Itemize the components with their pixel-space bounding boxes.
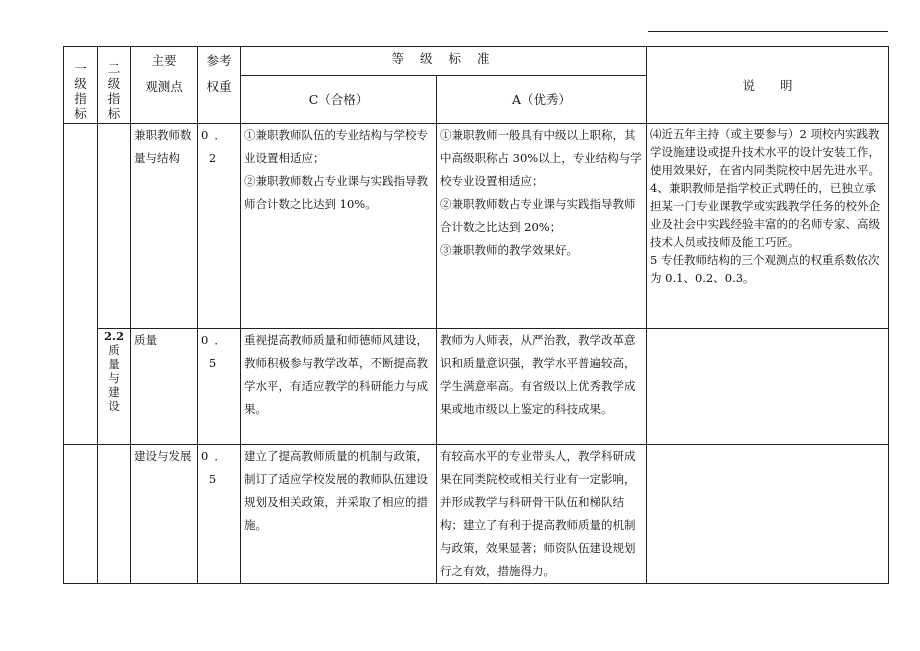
observation-point: 兼职教师数量与结构 [131, 124, 198, 329]
weight-value: 0．5 [198, 445, 241, 584]
grade-a-standard: 有较高水平的专业带头人，教学科研成果在同类院校或相关行业有一定影响，并形成教学与科研骨干队伍和梯队结构；建立了有利于提高教师质量的机制与政策，效果显著；师资队伍建设规划行之有效，措施得力。 [437, 445, 647, 584]
note-line: ⑷近五年主持（或主要参与）2 项校内实践教学设施建设或提升技术水平的设计安装工作，使用效果好，在省内同类院校中居先进水平。 [650, 127, 881, 177]
header-grade-c: C（合格） [241, 76, 437, 124]
level1-cell-empty [64, 445, 98, 584]
header-observation-points: 主要 观测点 [131, 47, 198, 124]
note-cell [647, 124, 889, 329]
grade-a-standard: ①兼职教师一般具有中级以上职称，其中高级职称占 30%以上，专业结构与学校专业设置相适应； ②兼职教师数占专业课与实践指导教师合计数之比达到 20%； ③兼职教师的教学效果好。 [437, 124, 647, 329]
note-cell-empty [647, 329, 889, 445]
grade-c-standard: 建立了提高教师质量的机制与政策，制订了适应学校发展的教师队伍建设规划及相关政策，并采取了相应的措施。 [241, 445, 437, 584]
level2-quality-construction: 2.2 质 量 与 建 设 [98, 329, 131, 445]
header-grade-a: A（优秀） [437, 76, 647, 124]
grade-c-standard: 重视提高教师质量和师德师风建设，教师积极参与教学改革，不断提高教学水平，有适应教学的科研能力与成果。 [241, 329, 437, 445]
note-line: 5 专任教师结构的三个观测点的权重系数依次为 0.1、0.2、0.3。 [650, 253, 880, 285]
header-note: 说 明 [647, 47, 889, 124]
evaluation-table [63, 46, 889, 584]
weight-value: 0．2 [198, 124, 241, 329]
level1-cell [64, 124, 98, 445]
note-line: 4、兼职教师是指学校正式聘任的，已独立承担某一门专业课教学或实践教学任务的校外企业及社会中实践经验丰富的的名师专家、高级技术人员或技师及能工巧匠。 [650, 181, 881, 249]
note-cell-empty [647, 445, 889, 584]
weight-value: 0．5 [198, 329, 241, 445]
observation-point: 建设与发展 [131, 445, 198, 584]
header-level2-indicator: 二 级 指 标 [98, 47, 131, 124]
grade-a-standard: 教师为人师表，从严治教，教学改革意识和质量意识强，教学水平普遍较高，学生满意率高。有省级以上优秀教学成果或地市级以上鉴定的科技成果。 [437, 329, 647, 445]
observation-point: 质量 [131, 329, 198, 445]
top-rule [648, 31, 888, 32]
header-reference-weight: 参考 权重 [198, 47, 241, 124]
grade-c-standard: ①兼职教师队伍的专业结构与学校专业设置相适应； ②兼职教师数占专业课与实践指导教师合计数之比达到 10%。 [241, 124, 437, 329]
header-level1-indicator: 一 级 指 标 [64, 47, 98, 124]
header-grade-standard: 等 级 标 准 [241, 47, 647, 76]
level2-cell-empty [98, 445, 131, 584]
level2-cell-empty [98, 124, 131, 329]
